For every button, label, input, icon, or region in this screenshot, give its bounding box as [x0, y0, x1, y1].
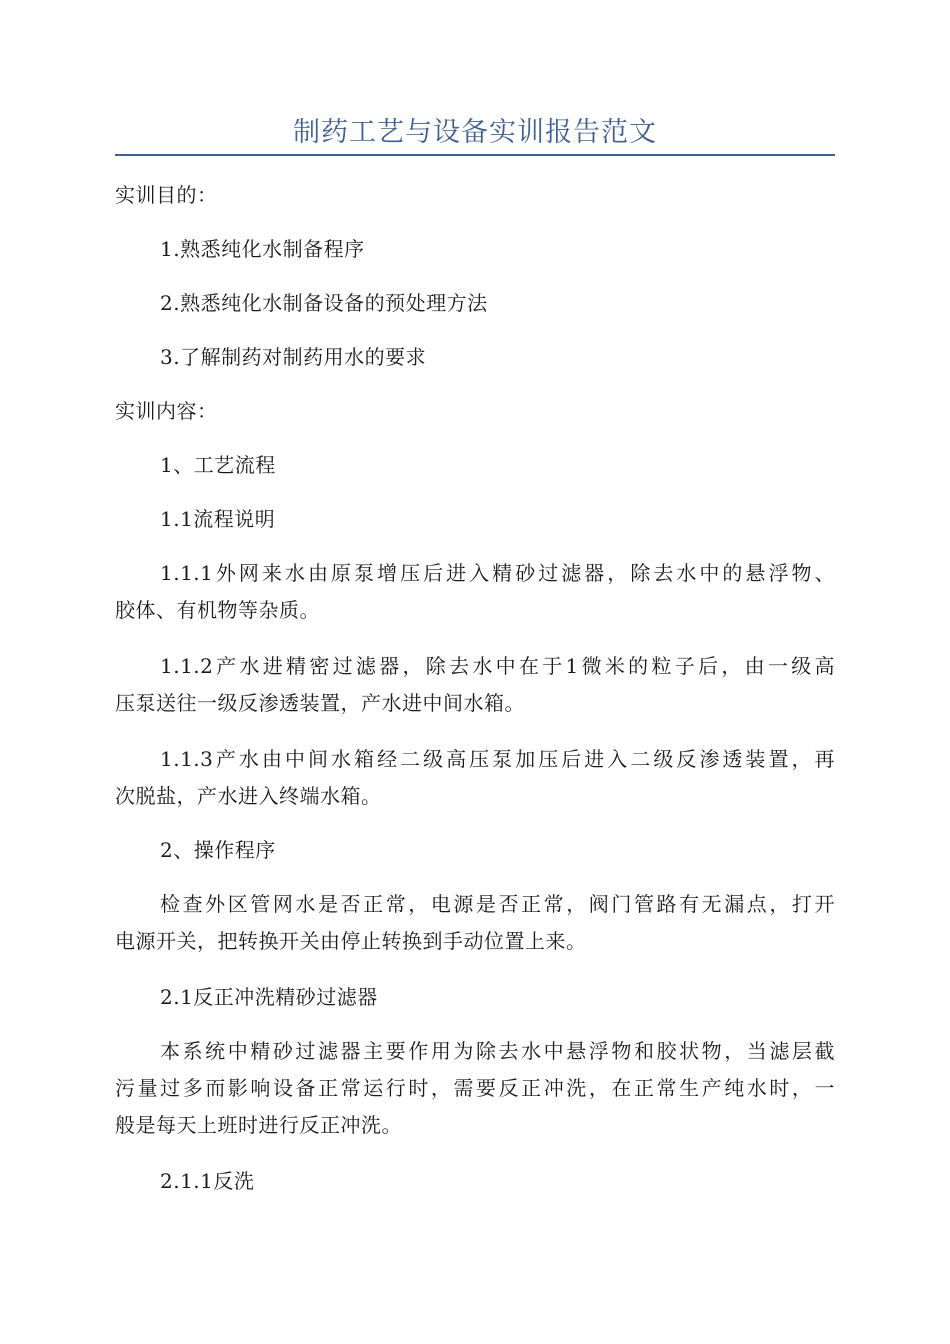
paragraph-line: 压泵送往一级反渗透装置，产水进中间水箱。 [115, 691, 525, 715]
subheading-reverse-wash: 2.1.1反洗 [160, 1169, 255, 1193]
paragraph-line: 1.1.2产水进精密过滤器，除去水中在于1微米的粒子后，由一级高 [160, 654, 835, 678]
subheading-process-description: 1.1流程说明 [160, 507, 276, 531]
document-title: 制药工艺与设备实训报告范文 [293, 117, 657, 148]
paragraph-line: 1.1.1外网来水由原泵增压后进入精砂过滤器，除去水中的悬浮物、 [160, 561, 835, 585]
paragraph-line: 胶体、有机物等杂质。 [115, 598, 320, 622]
subheading-process: 1、工艺流程 [160, 453, 276, 477]
paragraph-line: 般是每天上班时进行反正冲洗。 [115, 1113, 402, 1137]
paragraph-line: 电源开关，把转换开关由停止转换到手动位置上来。 [115, 929, 587, 953]
section-heading-objectives: 实训目的： [115, 183, 218, 207]
paragraph-line: 本系统中精砂过滤器主要作用为除去水中悬浮物和胶状物，当滤层截 [160, 1039, 835, 1063]
section-heading-content: 实训内容： [115, 399, 218, 423]
list-item: 2.熟悉纯化水制备设备的预处理方法 [160, 291, 488, 315]
title-underline [115, 154, 835, 156]
subheading-backwash: 2.1反正冲洗精砂过滤器 [160, 985, 378, 1009]
subheading-operation: 2、操作程序 [160, 838, 276, 862]
paragraph-line: 检查外区管网水是否正常，电源是否正常，阀门管路有无漏点，打开 [160, 892, 835, 916]
list-item: 1.熟悉纯化水制备程序 [160, 237, 365, 261]
paragraph-line: 污量过多而影响设备正常运行时，需要反正冲洗，在正常生产纯水时，一 [115, 1076, 835, 1100]
list-item: 3.了解制药对制药用水的要求 [160, 345, 427, 369]
paragraph-line: 次脱盐，产水进入终端水箱。 [115, 784, 382, 808]
paragraph-line: 1.1.3产水由中间水箱经二级高压泵加压后进入二级反渗透装置，再 [160, 747, 835, 771]
